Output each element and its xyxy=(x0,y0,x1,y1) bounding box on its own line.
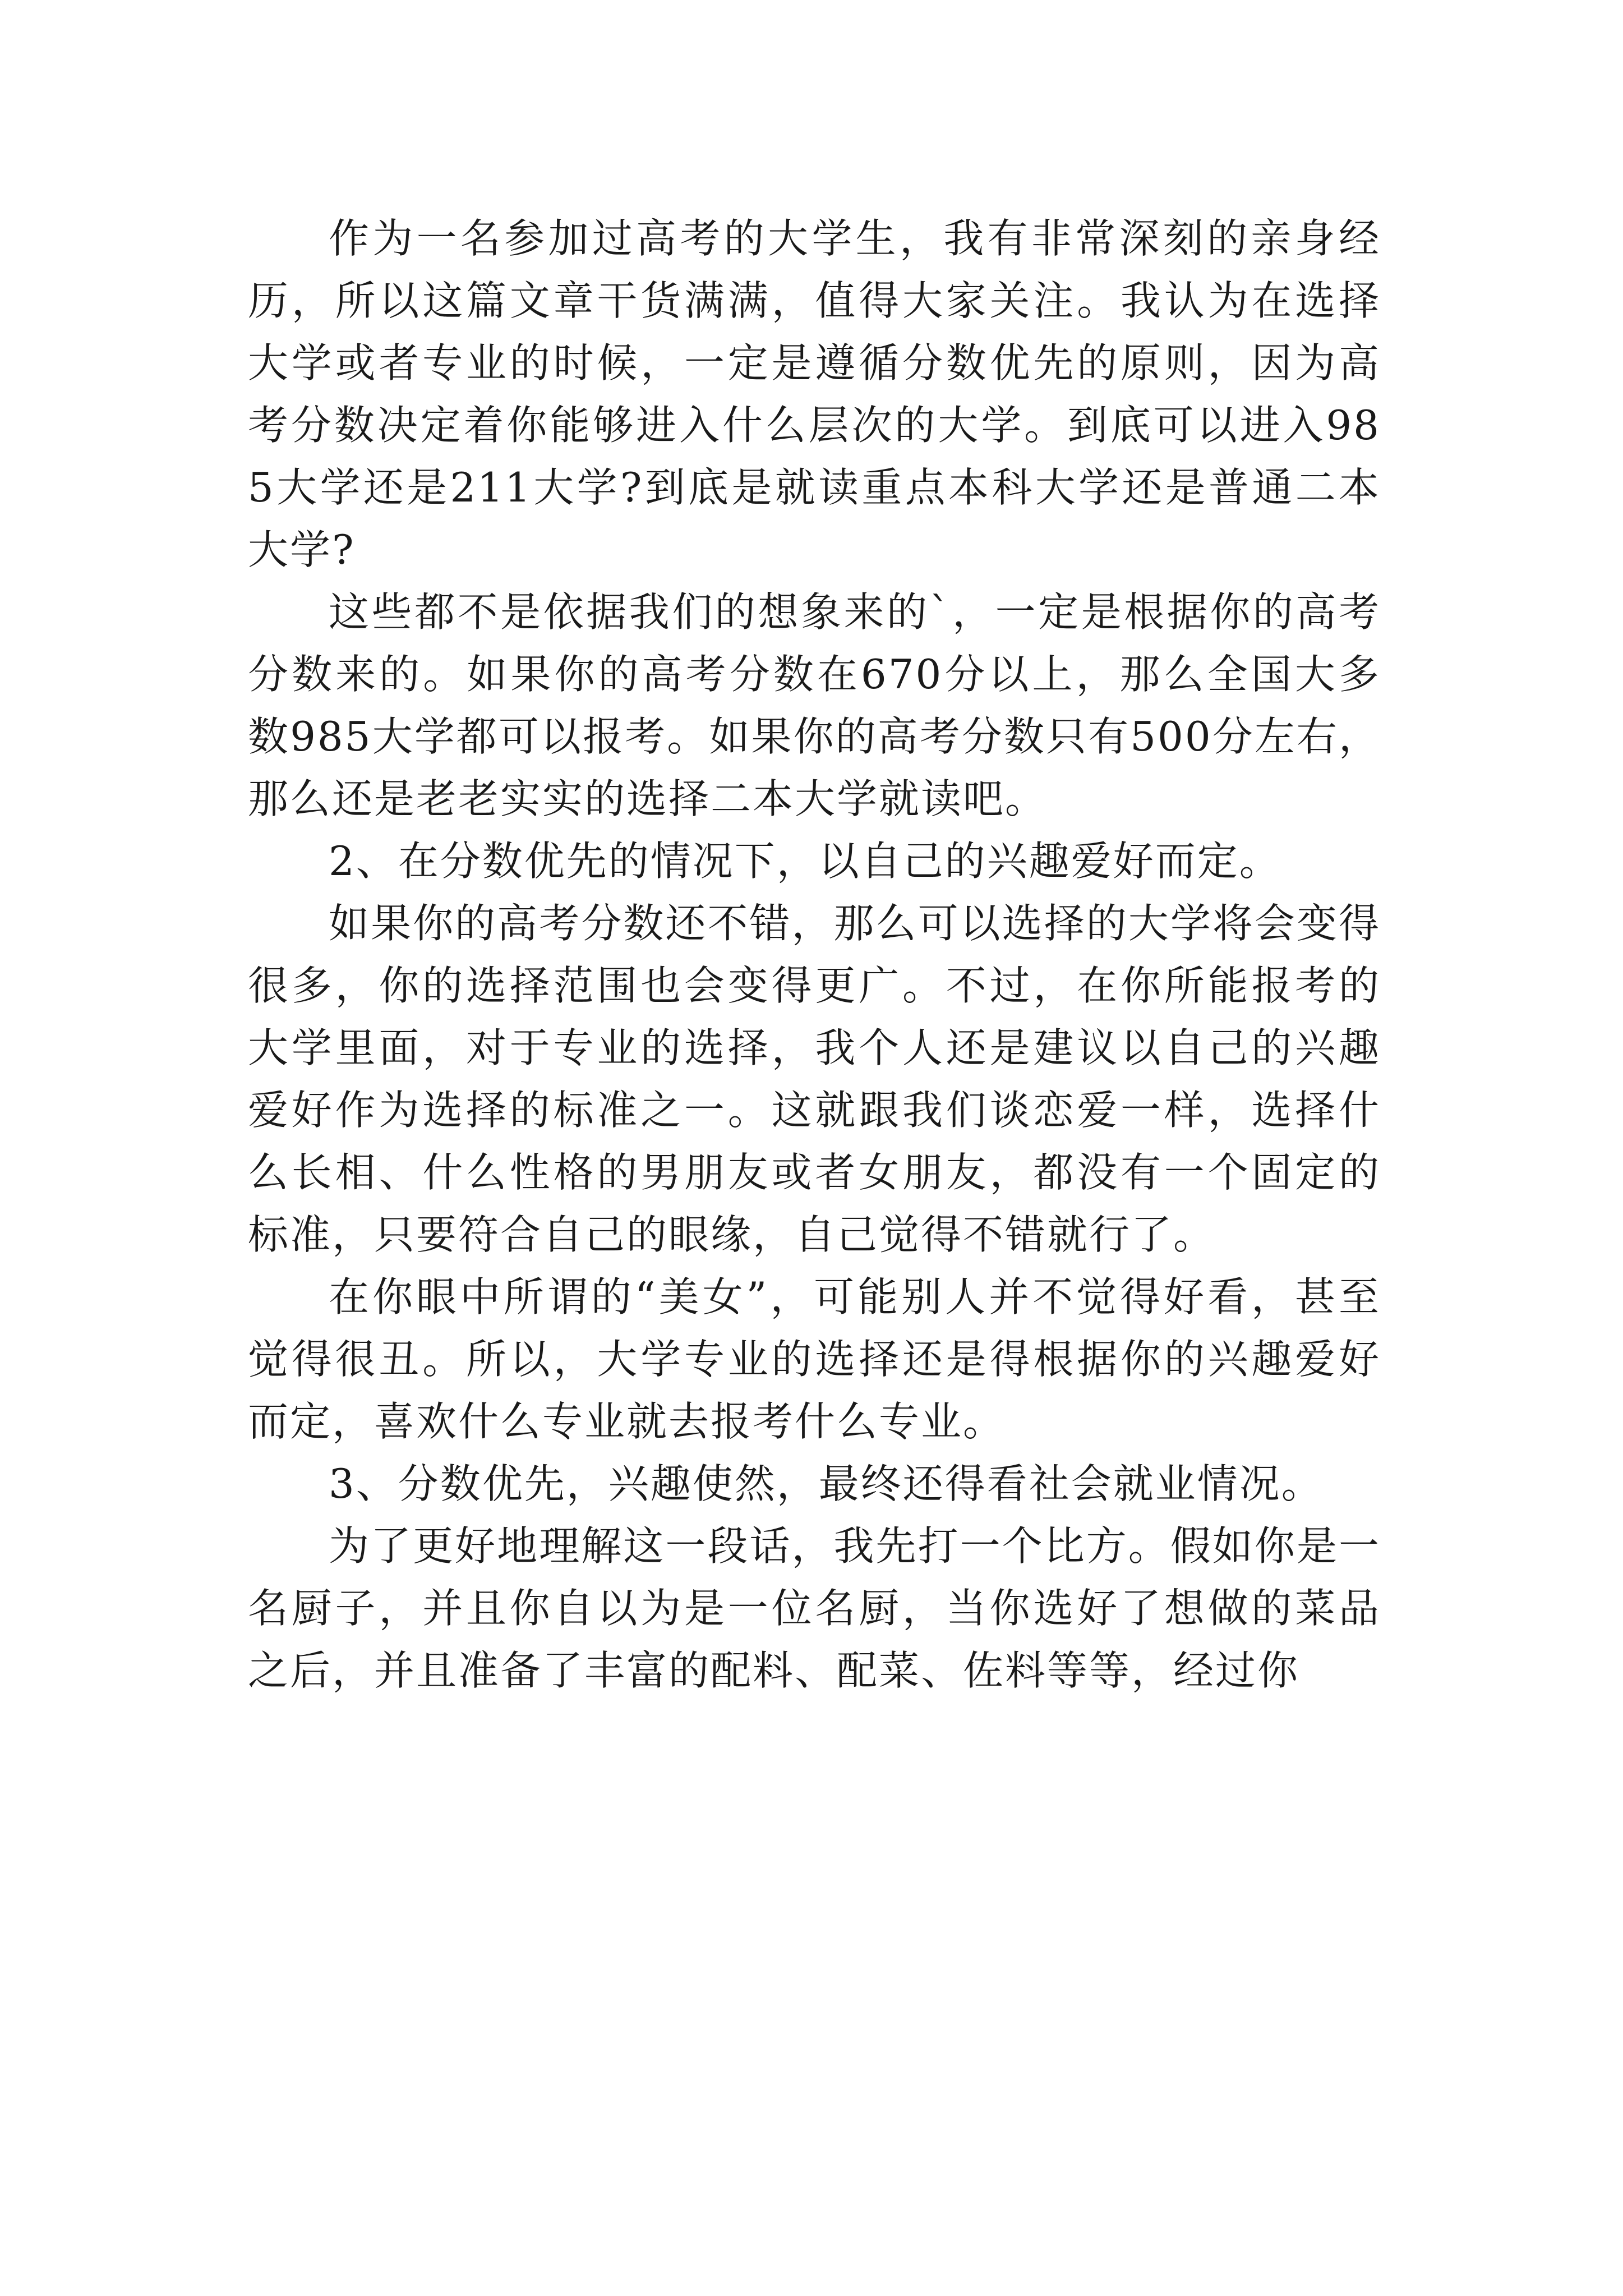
document-body xyxy=(248,208,1381,1702)
paragraph-5: 为了更好地理解这一段话，我先打一个比方。假如你是一名厨子，并且你自以为是一位名厨，当你选好了想做的菜品之后，并且准备了丰富的配料、配菜、佐料等等，经过你 xyxy=(248,1522,1381,1694)
paragraph-2: 这些都不是依据我们的想象来的`，一定是根据你的高考分数来的。如果你的高考分数在670分以上，那么全国大多数985大学都可以报考。如果你的高考分数只有500分左右，那么还是老老实实的选择二本大学就读吧。 xyxy=(248,588,1381,822)
section-heading-2: 2、在分数优先的情况下，以自己的兴趣爱好而定。 xyxy=(329,838,1281,885)
section-heading-3: 3、分数优先，兴趣使然，最终还得看社会就业情况。 xyxy=(329,1460,1324,1507)
paragraph-4: 在你眼中所谓的“美女”，可能别人并不觉得好看，甚至觉得很丑。所以，大学专业的选择还是得根据你的兴趣爱好而定，喜欢什么专业就去报考什么专业。 xyxy=(248,1273,1381,1445)
paragraph-1: 作为一名参加过高考的大学生，我有非常深刻的亲身经历，所以这篇文章干货满满，值得大家关注。我认为在选择大学或者专业的时候，一定是遵循分数优先的原则，因为高考分数决定着你能够进入什么层次的大学。到底可以进入985大学还是211大学?到底是就读重点本科大学还是普通二本大学? xyxy=(248,215,1381,573)
paragraph-3: 如果你的高考分数还不错，那么可以选择的大学将会变得很多，你的选择范围也会变得更广。不过，在你所能报考的大学里面，对于专业的选择，我个人还是建议以自己的兴趣爱好作为选择的标准之一。这就跟我们谈恋爱一样，选择什么长相、什么性格的男朋友或者女朋友，都没有一个固定的标准，只要符合自己的眼缘，自己觉得不错就行了。 xyxy=(248,900,1381,1258)
